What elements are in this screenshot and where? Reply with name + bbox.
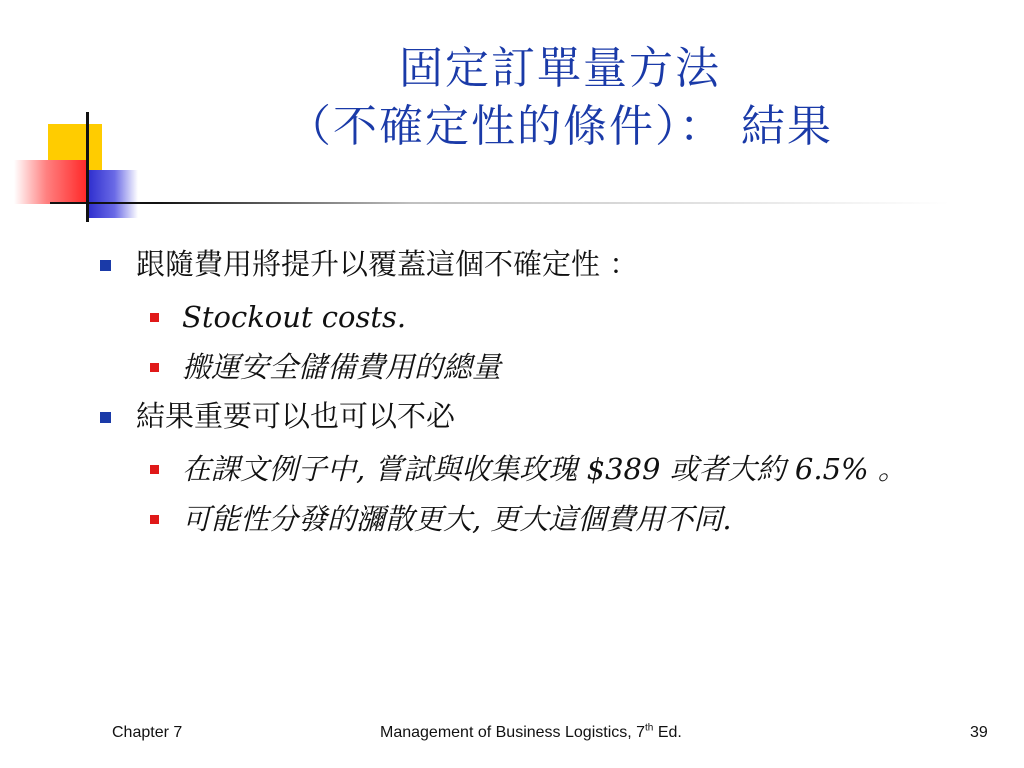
bullet-text: 搬運安全儲備費用的總量 [182, 350, 502, 384]
square-bullet-icon [150, 515, 159, 524]
square-bullet-icon [150, 465, 159, 474]
bullet-text: 結果重要可以也可以不必 [136, 399, 456, 433]
footer-book-title-sup: th [645, 722, 654, 734]
footer-book-title-suffix: Ed. [653, 724, 682, 741]
bullet-level1 [96, 244, 1006, 284]
slide-title [180, 40, 940, 156]
slide-title-line-1: 固定訂單量方法 [399, 43, 721, 94]
slide-body [96, 244, 1006, 548]
decor-red-bar [14, 160, 86, 204]
bullet-level2 [96, 498, 1006, 540]
square-bullet-icon [100, 260, 111, 271]
bullet-level2 [96, 448, 1006, 490]
footer-page-number: 39 [970, 724, 988, 741]
bullet-level1 [96, 396, 1006, 436]
square-bullet-icon [150, 363, 159, 372]
bullet-text: 在課文例子中, 嘗試與收集玫瑰 $389 或者大約 6.5% 。 [182, 452, 907, 486]
square-bullet-icon [100, 412, 111, 423]
bullet-level2 [96, 296, 1006, 338]
slide-title-line-2: （不確定性的條件）： 結果 [287, 101, 833, 152]
square-bullet-icon [150, 313, 159, 322]
footer-book-title-main: Management of Business Logistics, 7 [380, 724, 646, 741]
bullet-level2 [96, 346, 1006, 388]
footer-chapter: Chapter 7 [112, 724, 183, 741]
bullet-text: 跟隨費用將提升以覆蓋這個不確定性 ： [136, 247, 639, 281]
bullet-text: Stockout costs. [182, 300, 407, 334]
footer-book-title [380, 724, 800, 742]
decor-horizontal-rule [50, 202, 950, 204]
bullet-text: 可能性分發的瀰散更大, 更大這個費用不同. [182, 502, 732, 536]
decor-vertical-line [86, 112, 89, 222]
decor-blue-square [86, 170, 138, 218]
